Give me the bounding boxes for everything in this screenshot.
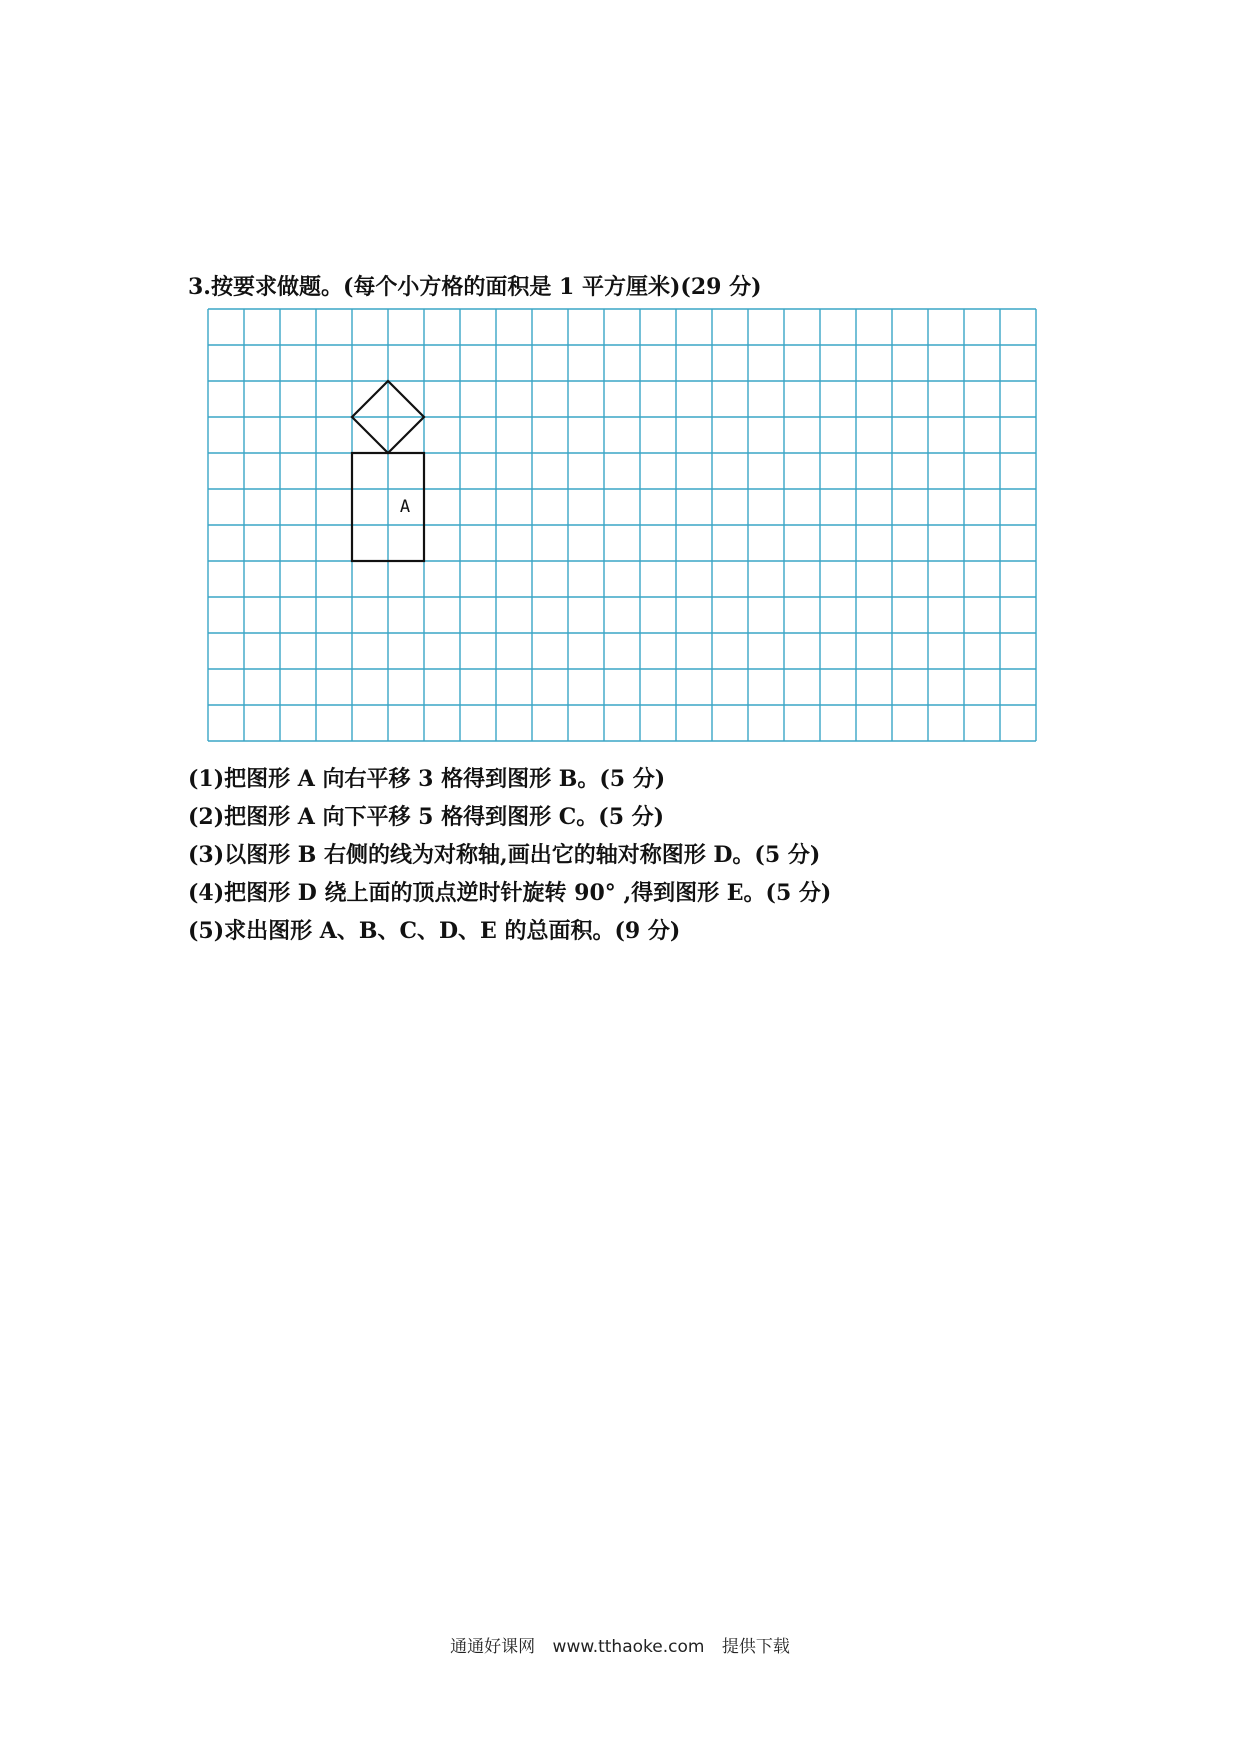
task-1: (1)把图形 A 向右平移 3 格得到图形 B。(5 分) bbox=[188, 766, 666, 792]
shape-a-label: A bbox=[399, 497, 411, 517]
task-3: (3)以图形 B 右侧的线为对称轴,画出它的轴对称图形 D。(5 分) bbox=[188, 842, 821, 868]
footer-suffix: 提供下载 bbox=[721, 1637, 790, 1657]
task-list bbox=[188, 760, 831, 950]
task-2: (2)把图形 A 向下平移 5 格得到图形 C。(5 分) bbox=[188, 804, 665, 830]
footer-url[interactable]: www.tthaoke.com bbox=[552, 1637, 705, 1657]
grid-lines bbox=[208, 309, 1036, 741]
footer bbox=[0, 1632, 1240, 1657]
task-4: (4)把图形 D 绕上面的顶点逆时针旋转 90° ,得到图形 E。(5 分) bbox=[188, 880, 832, 906]
footer-site-name: 通通好课网 bbox=[450, 1637, 536, 1657]
task-5: (5)求出图形 A、B、C、D、E 的总面积。(9 分) bbox=[188, 918, 681, 944]
question-title: 3.按要求做题。(每个小方格的面积是 1 平方厘米)(29 分) bbox=[188, 274, 762, 300]
